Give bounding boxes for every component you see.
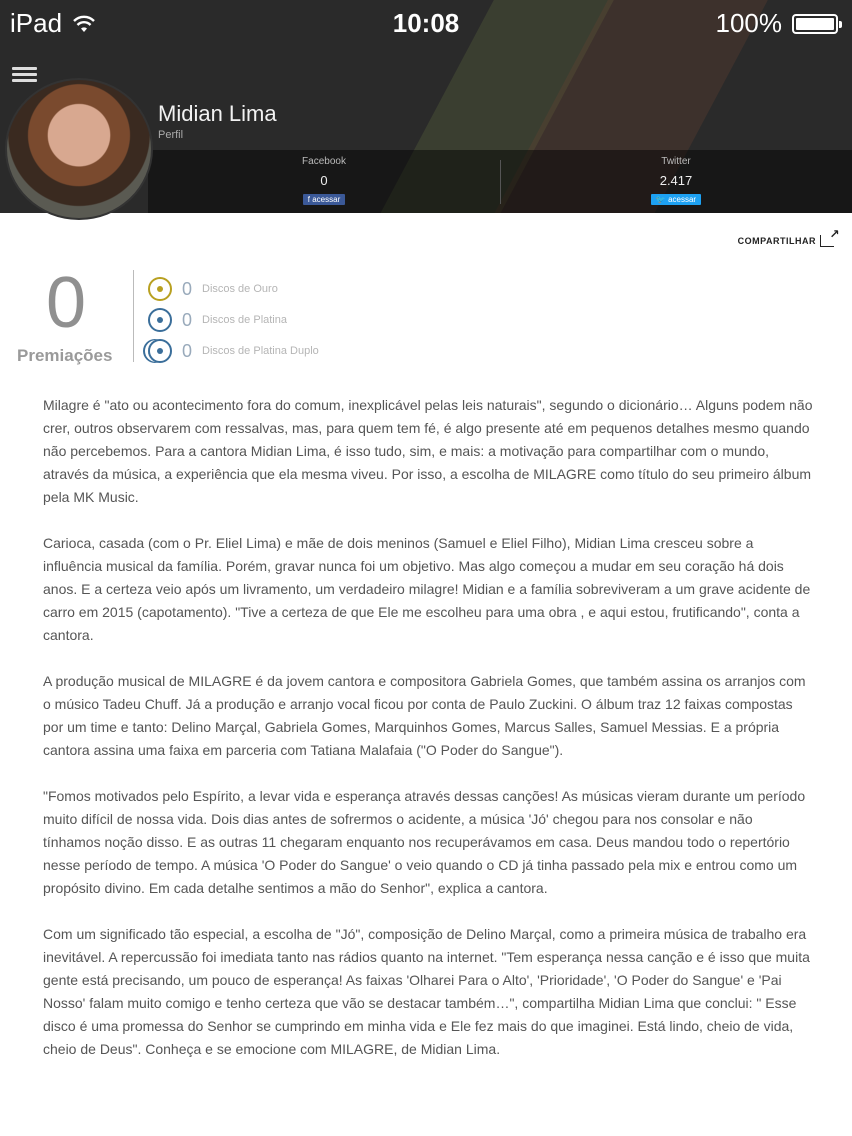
bio-paragraph: A produção musical de MILAGRE é da jovem cantora e compositora Gabriela Gomes, que também assina os arranjos com o músico Tadeu Chuff. Já a produção e arranjo vocal ficou por conta de Paulo Zuckini. O álbum traz 12 faixas compostas por um time e tanto: Delino Marçal, Gabriela Gomes, Marquinhos Gomes, Marcus Salles, Samuel Messias. E a própria cantora assina uma faixa em parceria com Tatiana Malafaia ("O Poder do Sangue"). [43,673,806,758]
bio-paragraph: Carioca, casada (com o Pr. Eliel Lima) e mãe de dois meninos (Samuel e Eliel Filho), Midian Lima cresceu sobre a influência musical da família. Porém, gravar nunca foi um objetivo. Mas algo começou a mudar em seu coração há dois anos. E a certeza veio após um livramento, um verdadeiro milagre! Midian e a família sobreviveram a um grave acidente de carro em 2015 (capotamento). "Tive a certeza de que Ele me escolheu para uma obra , e aqui estou, frutificando", conta a cantora. [43,535,811,643]
device-label: iPad [10,8,63,38]
award-count: 0 [182,340,193,361]
awards-total: 0 [45,263,87,343]
biography [43,394,813,1084]
gold-disc-icon [148,277,172,301]
facebook-label: Facebook [302,156,346,167]
share-button[interactable] [738,235,834,247]
twitter-section [500,150,852,213]
twitter-label: Twitter [661,156,691,167]
double-platinum-disc-icon [148,339,172,363]
platinum-disc-icon [148,308,172,332]
facebook-section [148,150,500,213]
bio-paragraph: "Fomos motivados pelo Espírito, a levar vida e esperança através dessas canções! As músicas vieram durante um período muito difícil de nossa vida. Dois dias antes de sofrermos o acidente, a música 'Jó' chegou para nos consolar e não tínhamos noção disso. E as outras 11 chegaram enquanto nos recuperávamos em casa. Deus mandou todo o repertório nesse período de tempo. A música 'O Poder do Sangue' o veio quando o CD já tinha passado pela mix e entrou como um propósito divino. Em cada detalhe sentimos a mão do Senhor", explica a cantora. [43,788,806,896]
award-label: Discos de Ouro [202,283,278,295]
battery-percent: 100% [715,8,782,38]
award-count: 0 [182,278,193,299]
avatar [5,78,153,220]
twitter-count: 2.417 [659,173,693,188]
social-bar [148,150,852,213]
share-label: COMPARTILHAR [737,236,816,246]
profile-name: Midian Lima [158,101,277,126]
facebook-access-label: acessar [312,195,341,204]
bio-paragraph: Com um significado tão especial, a escolha de "Jó", composição de Delino Marçal, como a primeira música de trabalho era inevitável. A repercussão foi imediata tanto nas rádios quanto na internet. "Tem esperança nessa canção e é isso que muita gente está precisando, um pouco de esperança! As faixas 'Olharei Para o Alto', 'Prioridade', 'O Poder do Sangue' e 'Pai Nosso' falam muito comigo e tenho certeza que vão se destacar também…", compartilha Midian Lima que conclui: " Esse disco é uma promessa do Senhor se cumprindo em minha vida e Ele fez mais do que imaginei. Está lindo, cheio de vida, cheio de Deus". Conheça e se emocione com MILAGRE, de Midian Lima. [43,926,810,1057]
award-label: Discos de Platina [202,314,287,326]
award-platinum [148,308,287,332]
hamburger-menu-icon[interactable] [12,67,37,83]
awards-divider [133,270,134,362]
status-bar [0,0,852,46]
clock: 10:08 [392,8,460,38]
awards-label: Premiações [17,346,113,365]
battery-icon [792,14,838,34]
award-gold [148,277,278,301]
twitter-access-label: acessar [668,195,697,204]
bio-paragraph: Milagre é "ato ou acontecimento fora do comum, inexplicável pelas leis naturais", segundo o dicionário… Alguns podem não crer, outros observarem com ressalvas, mas, para quem tem fé, é algo presente até em pequenos detalhes mesmo quando não percebemos. Para a cantora Midian Lima, é isso tudo, sim, e mais: a motivação para compartilhar com o mundo, através da música, a experiência que ela mesma viveu. Por isso, a escolha de MILAGRE como título do seu primeiro álbum pela MK Music. [43,397,813,505]
award-label: Discos de Platina Duplo [202,345,319,357]
award-double-platinum [148,339,319,363]
share-icon [820,235,834,247]
award-count: 0 [182,309,193,330]
profile-subtitle: Perfil [158,129,184,141]
facebook-count: 0 [320,173,328,188]
facebook-access-button[interactable]: f acessar [303,194,345,205]
twitter-access-button[interactable]: 🐦 acessar [651,194,701,205]
